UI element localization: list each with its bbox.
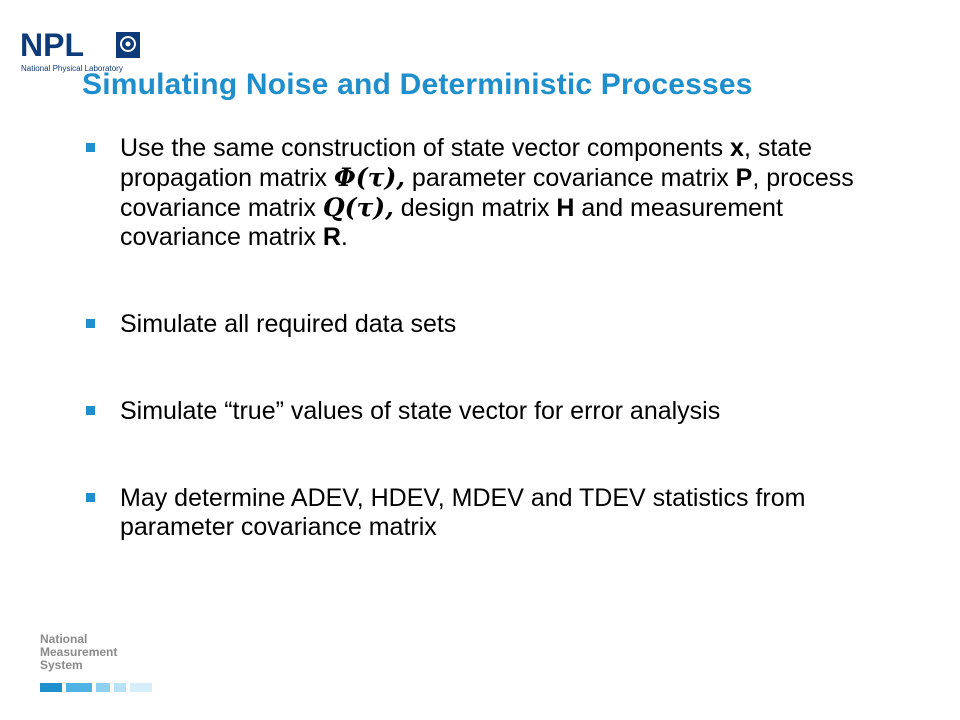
bullet-item	[86, 484, 886, 542]
slide-title: Simulating Noise and Deterministic Processes	[82, 68, 753, 101]
nms-line3: System	[40, 658, 83, 672]
nms-line1: National	[40, 632, 88, 646]
crest-icon	[116, 32, 140, 58]
bullet-marker-icon	[86, 406, 95, 415]
nms-color-bar	[40, 683, 152, 692]
nms-line2: Measurement	[40, 645, 118, 659]
npl-logo-subtitle: National Physical Laboratory	[21, 64, 123, 73]
bullet-marker-icon	[86, 319, 95, 328]
q-symbol: Q(τ),	[322, 193, 394, 222]
npl-logo-letters: NPL	[20, 27, 84, 63]
bullet-text: Simulate all required data sets	[120, 310, 457, 338]
bullet-text: Simulate “true” values of state vector for error analysis	[120, 397, 721, 425]
bullet-marker-icon	[86, 493, 95, 502]
national-measurement-system-logo	[40, 633, 160, 699]
bullet-list	[86, 134, 886, 542]
bullet-text: Use the same construction of state vector components x, state propagation matrix Φ(τ), parameter covariance matrix P, process covariance matrix Q(τ), design matrix H and measurement covariance matrix R.	[120, 134, 854, 251]
bullet-marker-icon	[86, 143, 95, 152]
bullet-item	[86, 134, 886, 252]
bullet-text: May determine ADEV, HDEV, MDEV and TDEV statistics from parameter covariance matrix	[120, 484, 806, 541]
bullet-item	[86, 310, 886, 339]
phi-symbol: Φ(τ),	[334, 163, 405, 192]
bullet-item	[86, 397, 886, 426]
